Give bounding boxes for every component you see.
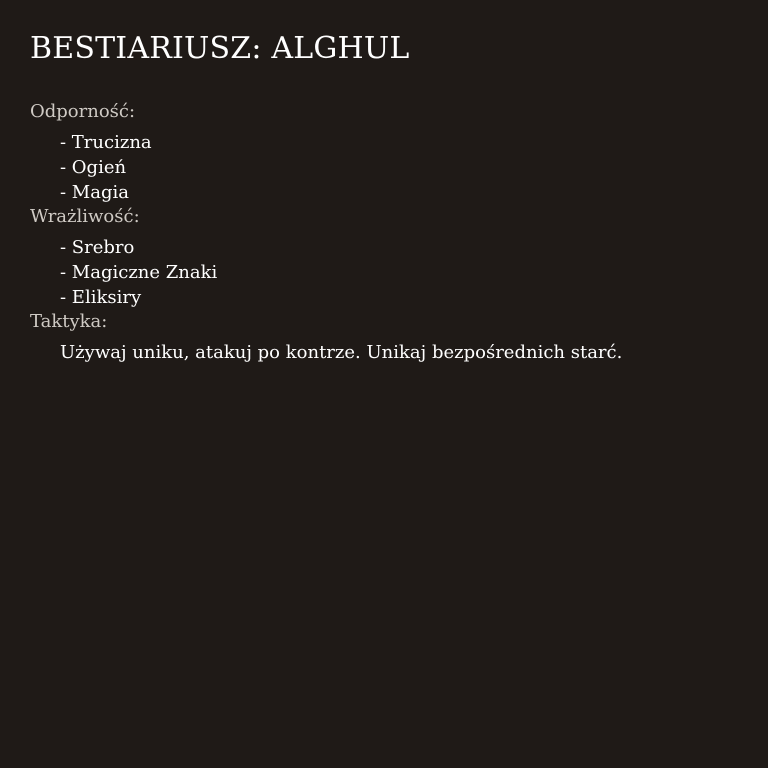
resistances-label: Odporność: (30, 101, 136, 122)
tactics-text: Używaj uniku, atakuj po kontrze. Unikaj bezpośrednich starć. (60, 342, 623, 363)
resistance-item: - Magia (60, 182, 129, 203)
resistance-item: - Trucizna (60, 132, 152, 153)
resistances-list (60, 130, 152, 205)
weakness-item: - Eliksiry (60, 287, 142, 308)
resistance-item: - Ogień (60, 157, 127, 178)
weaknesses-label: Wrażliwość: (30, 206, 140, 227)
tactics-label: Taktyka: (30, 311, 108, 332)
weaknesses-list (60, 235, 217, 310)
page-title: BESTIARIUSZ: ALGHUL (30, 31, 410, 66)
weakness-item: - Srebro (60, 237, 135, 258)
weakness-item: - Magiczne Znaki (60, 262, 218, 283)
